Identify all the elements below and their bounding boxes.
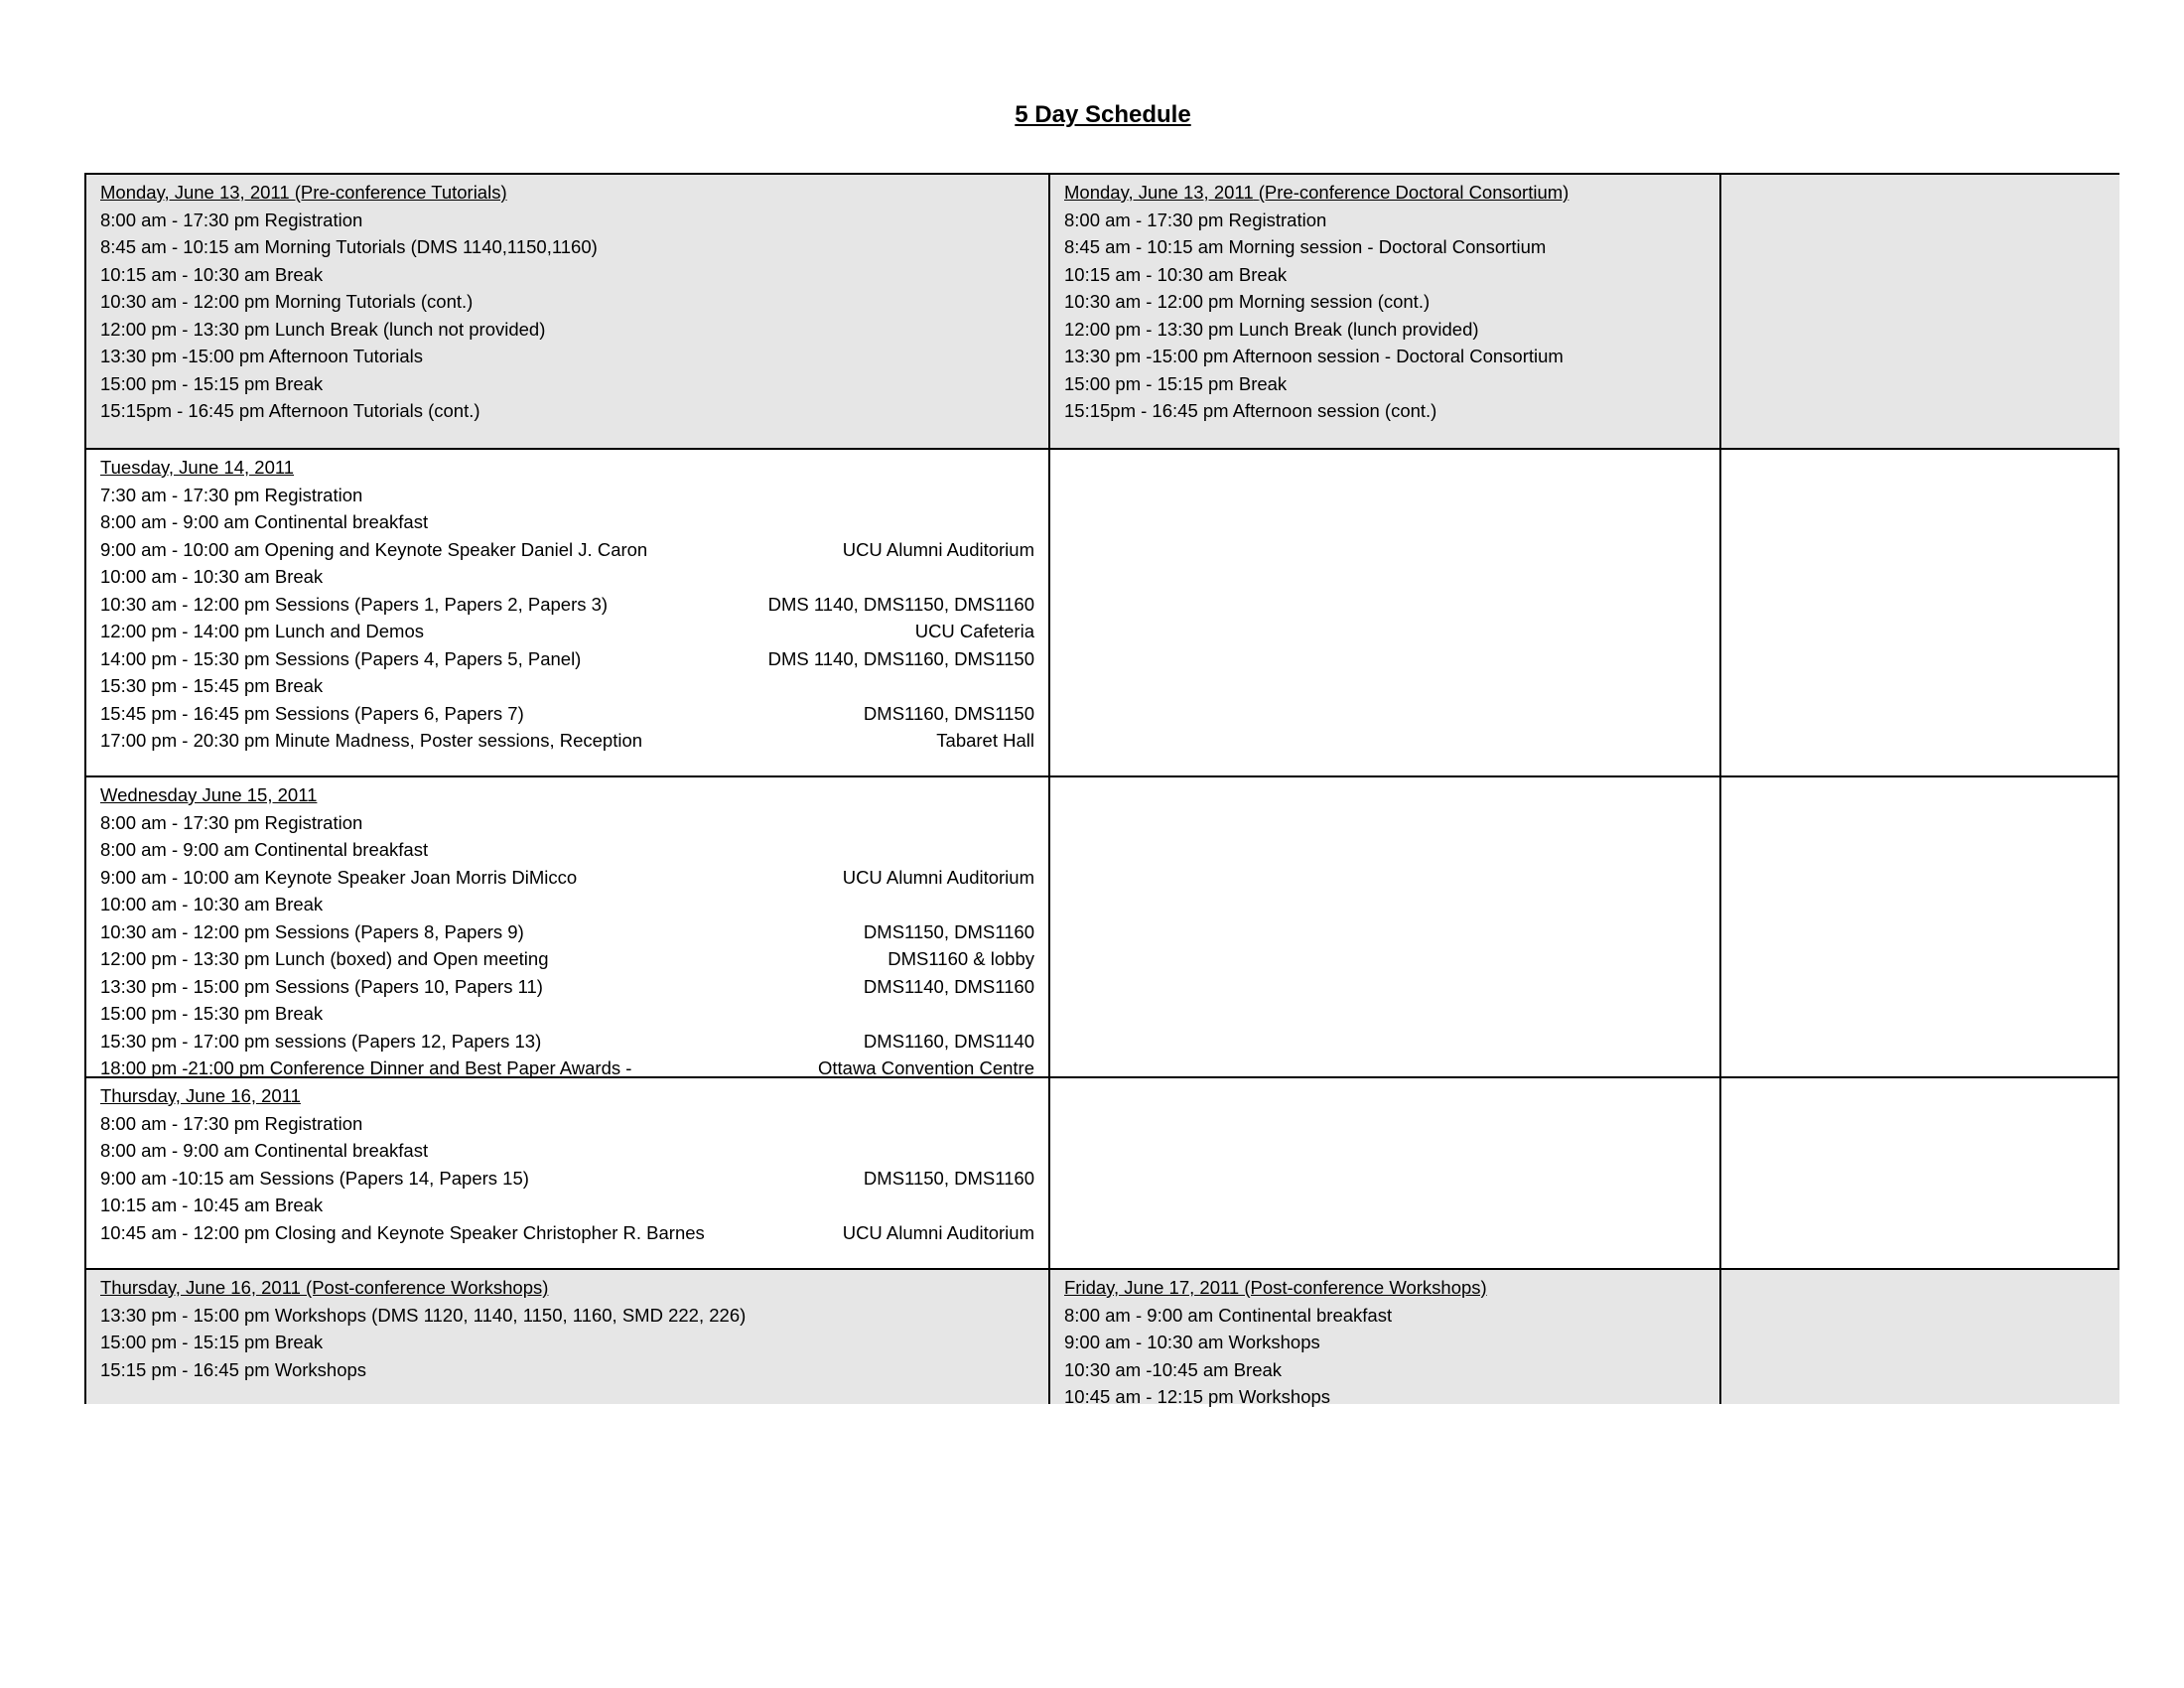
- item-time-event: 12:00 pm - 13:30 pm Lunch Break (lunch provided): [1064, 318, 1479, 340]
- schedule-table: [84, 173, 2119, 1407]
- item-time-event: 8:00 am - 17:30 pm Registration: [1064, 209, 1327, 230]
- schedule-item: [1064, 288, 1706, 316]
- cell-empty: [1721, 450, 2119, 777]
- item-time-event: 10:30 am - 12:00 pm Morning session (cont.): [1064, 291, 1431, 312]
- item-location: UCU Alumni Auditorium: [842, 866, 1034, 888]
- item-time-event: 12:00 pm - 13:30 pm Lunch Break (lunch not provided): [100, 318, 546, 340]
- cell-empty: [1721, 1078, 2119, 1270]
- schedule-item: [1064, 316, 1706, 344]
- item-time-event: 15:15pm - 16:45 pm Afternoon Tutorials (cont.): [100, 400, 480, 421]
- item-time-event: 8:45 am - 10:15 am Morning session - Doctoral Consortium: [1064, 236, 1547, 257]
- item-location: DMS1150, DMS1160: [863, 1167, 1034, 1189]
- cell-tuesday: [86, 450, 1050, 777]
- day-header: Thursday, June 16, 2011 (Post-conference Workshops): [100, 1277, 549, 1298]
- item-time-event: 8:45 am - 10:15 am Morning Tutorials (DMS 1140,1150,1160): [100, 236, 598, 257]
- schedule-item: [100, 288, 1034, 316]
- schedule-item: [100, 1356, 1034, 1384]
- day-header: Friday, June 17, 2011 (Post-conference Workshops): [1064, 1277, 1487, 1298]
- item-time-event: 8:00 am - 9:00 am Continental breakfast: [100, 839, 429, 860]
- item-time-event: 15:15 pm - 16:45 pm Workshops: [100, 1358, 367, 1380]
- day-header: Wednesday June 15, 2011: [100, 784, 318, 805]
- item-time-event: 8:00 am - 9:00 am Continental breakfast: [100, 1140, 429, 1161]
- item-location: Ottawa Convention Centre: [817, 1057, 1034, 1078]
- item-time-event: 10:15 am - 10:45 am Break: [100, 1195, 324, 1215]
- schedule-item: [100, 563, 1034, 591]
- schedule-item: [100, 397, 1034, 425]
- item-time-event: 9:00 am - 10:00 am Keynote Speaker Joan Morris DiMicco: [100, 866, 578, 888]
- day-header: Thursday, June 16, 2011: [100, 1085, 301, 1106]
- item-time-event: 15:00 pm - 15:15 pm Break: [100, 372, 324, 394]
- schedule-item: [1064, 343, 1706, 370]
- day-header: [1064, 179, 1706, 207]
- item-time-event: 17:00 pm - 20:30 pm Minute Madness, Poster sessions, Reception: [100, 730, 643, 751]
- item-time-event: 13:30 pm - 15:00 pm Sessions (Papers 10, Papers 11): [100, 975, 543, 997]
- schedule-item: [100, 672, 1034, 700]
- item-time-event: 10:00 am - 10:30 am Break: [100, 894, 324, 914]
- item-time-event: 15:30 pm - 15:45 pm Break: [100, 675, 324, 696]
- item-location: DMS1160, DMS1150: [863, 702, 1034, 724]
- schedule-item: [1064, 261, 1706, 289]
- item-location: DMS1140, DMS1160: [863, 975, 1034, 997]
- item-time-event: 9:00 am -10:15 am Sessions (Papers 14, Papers 15): [100, 1167, 529, 1189]
- item-time-event: 10:30 am - 12:00 pm Sessions (Papers 1, Papers 2, Papers 3): [100, 593, 609, 615]
- schedule-item: [100, 1137, 1034, 1165]
- day-header: Tuesday, June 14, 2011: [100, 457, 295, 478]
- schedule-item: [100, 536, 1034, 564]
- item-time-event: 10:30 am - 12:00 pm Sessions (Papers 8, Papers 9): [100, 920, 524, 942]
- item-location: DMS 1140, DMS1150, DMS1160: [767, 593, 1034, 615]
- item-time-event: 13:30 pm -15:00 pm Afternoon session - Doctoral Consortium: [1064, 346, 1564, 366]
- cell-empty: [1721, 777, 2119, 1078]
- item-time-event: 15:00 pm - 15:15 pm Break: [100, 1332, 324, 1352]
- cell-thursday-workshops: [86, 1270, 1050, 1404]
- item-location: DMS 1140, DMS1160, DMS1150: [767, 647, 1034, 669]
- cell-empty: [1050, 1078, 1721, 1270]
- schedule-item: [1064, 370, 1706, 398]
- item-time-event: 15:00 pm - 15:30 pm Break: [100, 1003, 324, 1024]
- schedule-item: [1064, 233, 1706, 261]
- item-time-event: 15:30 pm - 17:00 pm sessions (Papers 12, Papers 13): [100, 1030, 542, 1052]
- item-time-event: 10:00 am - 10:30 am Break: [100, 566, 324, 587]
- item-time-event: 10:30 am - 12:00 pm Morning Tutorials (cont.): [100, 291, 474, 312]
- schedule-item: [1064, 207, 1706, 234]
- schedule-item: [100, 1165, 1034, 1193]
- schedule-item: [100, 1219, 1034, 1247]
- item-time-event: 13:30 pm -15:00 pm Afternoon Tutorials: [100, 346, 423, 366]
- schedule-item: [1064, 1383, 1706, 1411]
- item-time-event: 8:00 am - 9:00 am Continental breakfast: [1064, 1304, 1393, 1326]
- schedule-item: [1064, 1302, 1706, 1330]
- item-time-event: 8:00 am - 17:30 pm Registration: [100, 1112, 363, 1134]
- cell-wednesday: [86, 777, 1050, 1078]
- schedule-item: [100, 918, 1034, 946]
- day-header: Monday, June 13, 2011 (Pre-conference Tutorials): [100, 182, 507, 203]
- schedule-item: [100, 645, 1034, 673]
- item-time-event: 8:00 am - 9:00 am Continental breakfast: [100, 511, 429, 532]
- schedule-item: [100, 809, 1034, 837]
- schedule-item: [100, 1028, 1034, 1055]
- cell-empty: [1050, 450, 1721, 777]
- item-location: DMS1160 & lobby: [887, 948, 1034, 969]
- page-title: 5 Day Schedule: [1015, 101, 1191, 128]
- schedule-item: [1064, 397, 1706, 425]
- item-time-event: 10:15 am - 10:30 am Break: [100, 263, 324, 285]
- schedule-item: [100, 945, 1034, 973]
- item-location: Tabaret Hall: [936, 730, 1034, 751]
- schedule-item: [100, 508, 1034, 536]
- schedule-item: [100, 370, 1034, 398]
- cell-empty: [1721, 175, 2119, 450]
- schedule-item: [100, 618, 1034, 645]
- schedule-item: [100, 973, 1034, 1001]
- schedule-item: [100, 700, 1034, 728]
- item-time-event: 10:15 am - 10:30 am Break: [1064, 263, 1288, 285]
- schedule-item: [100, 836, 1034, 864]
- item-time-event: 15:15pm - 16:45 pm Afternoon session (cont.): [1064, 400, 1437, 421]
- item-time-event: 9:00 am - 10:00 am Opening and Keynote Speaker Daniel J. Caron: [100, 538, 648, 560]
- item-time-event: 8:00 am - 17:30 pm Registration: [100, 811, 363, 833]
- item-location: UCU Cafeteria: [914, 621, 1034, 641]
- item-location: DMS1150, DMS1160: [863, 920, 1034, 942]
- schedule-item: [100, 207, 1034, 234]
- item-location: UCU Alumni Auditorium: [842, 538, 1034, 560]
- cell-monday-tutorials: [86, 175, 1050, 450]
- item-location: DMS1160, DMS1140: [863, 1030, 1034, 1052]
- item-time-event: 15:45 pm - 16:45 pm Sessions (Papers 6, Papers 7): [100, 702, 524, 724]
- item-time-event: 10:45 am - 12:15 pm Workshops: [1064, 1386, 1331, 1407]
- schedule-item: [100, 591, 1034, 619]
- schedule-item: [100, 316, 1034, 344]
- item-time-event: 12:00 pm - 14:00 pm Lunch and Demos: [100, 621, 424, 641]
- schedule-item: [100, 261, 1034, 289]
- cell-thursday: [86, 1078, 1050, 1270]
- cell-friday-workshops: [1050, 1270, 1721, 1407]
- cell-empty: [1050, 777, 1721, 1078]
- item-time-event: 18:00 pm -21:00 pm Conference Dinner and Best Paper Awards -: [100, 1057, 632, 1078]
- schedule-item: [1064, 1356, 1706, 1384]
- item-time-event: 8:00 am - 17:30 pm Registration: [100, 209, 363, 230]
- cell-monday-consortium: [1050, 175, 1721, 450]
- schedule-item: [100, 891, 1034, 918]
- item-time-event: 15:00 pm - 15:15 pm Break: [1064, 372, 1288, 394]
- schedule-item: [100, 343, 1034, 370]
- item-time-event: 12:00 pm - 13:30 pm Lunch (boxed) and Open meeting: [100, 948, 549, 969]
- schedule-item: [100, 1192, 1034, 1219]
- item-time-event: 10:30 am -10:45 am Break: [1064, 1358, 1283, 1380]
- schedule-item: [100, 1110, 1034, 1138]
- schedule-item: [100, 482, 1034, 509]
- schedule-item: [100, 1000, 1034, 1028]
- cell-empty: [1721, 1270, 2119, 1404]
- item-location: UCU Alumni Auditorium: [842, 1221, 1034, 1243]
- item-time-event: 14:00 pm - 15:30 pm Sessions (Papers 4, Papers 5, Panel): [100, 647, 582, 669]
- day-header-event: (Pre-conference Doctoral Consortium): [1258, 182, 1570, 203]
- item-time-event: 10:45 am - 12:00 pm Closing and Keynote Speaker Christopher R. Barnes: [100, 1221, 705, 1243]
- schedule-item: [1064, 1329, 1706, 1356]
- schedule-item: [100, 1302, 1034, 1330]
- schedule-item: [100, 1329, 1034, 1356]
- schedule-item: [100, 864, 1034, 892]
- day-header-date: Monday, June 13, 2011: [1064, 182, 1254, 203]
- schedule-item: [100, 233, 1034, 261]
- item-time-event: 13:30 pm - 15:00 pm Workshops (DMS 1120, 1140, 1150, 1160, SMD 222, 226): [100, 1304, 747, 1326]
- item-time-event: 7:30 am - 17:30 pm Registration: [100, 484, 363, 505]
- item-time-event: 9:00 am - 10:30 am Workshops: [1064, 1332, 1320, 1352]
- schedule-item: [100, 727, 1034, 755]
